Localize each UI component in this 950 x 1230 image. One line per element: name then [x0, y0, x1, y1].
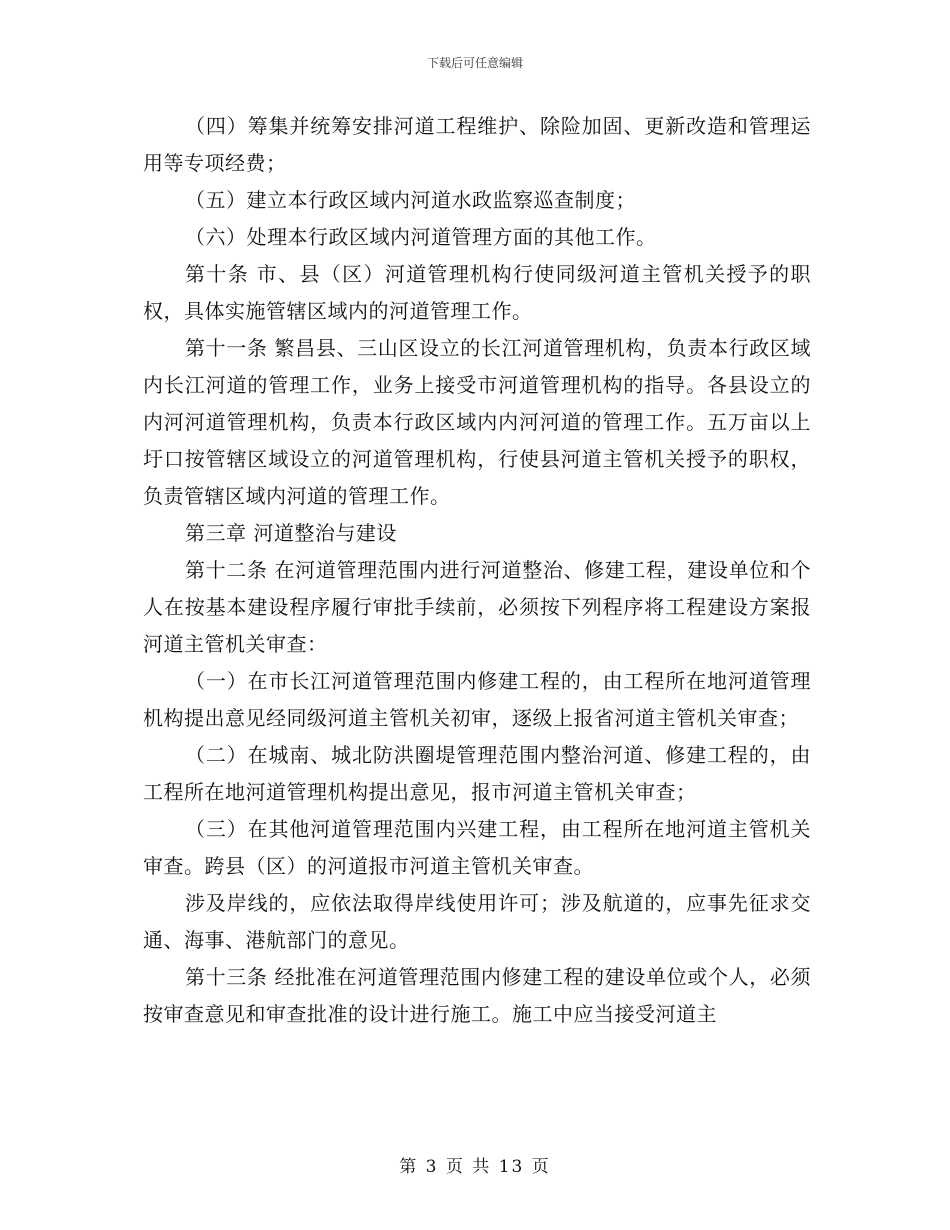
article-12-item-2: （二）在城南、城北防洪圈堤管理范围内整治河道、修建工程的，由工程所在地河道管理机构提出意见，报市河道主管机关审查； — [143, 743, 811, 804]
article-12-item-1: （一）在市长江河道管理范围内修建工程的，由工程所在地河道管理机构提出意见经同级河道主管机关初审，逐级上报省河道主管机关审查； — [143, 669, 811, 730]
paragraph-item-4: （四）筹集并统筹安排河道工程维护、除险加固、更新改造和管理运用等专项经费； — [143, 114, 811, 175]
paragraph-item-5: （五）建立本行政区域内河道水政监察巡查制度； — [185, 188, 636, 212]
shoreline-clause: 涉及岸线的，应依法取得岸线使用许可；涉及航道的，应事先征求交通、海事、港航部门的意见。 — [143, 891, 811, 952]
page-header: 下载后可任意编辑 — [426, 56, 523, 70]
article-13: 第十三条 经批准在河道管理范围内修建工程的建设单位或个人，必须按审查意见和审查批准的设计进行施工。施工中应当接受河道主 — [143, 965, 811, 1026]
article-11: 第十一条 繁昌县、三山区设立的长江河道管理机构，负责本行政区域内长江河道的管理工作，业务上接受市河道管理机构的指导。各县设立的内河河道管理机构，负责本行政区域内内河河道的管理工作。五万亩以上圩口按管辖区域设立的河道管理机构，行使县河道主管机关授予的职权，负责管辖区域内河道的管理工作。 — [143, 336, 811, 508]
paragraph-item-6: （六）处理本行政区域内河道管理方面的其他工作。 — [185, 225, 657, 249]
page-number-footer: 第 3 页 共 13 页 — [399, 1157, 551, 1177]
document-body — [143, 108, 811, 1033]
article-12-item-3: （三）在其他河道管理范围内兴建工程，由工程所在地河道主管机关审查。跨县（区）的河道报市河道主管机关审查。 — [143, 817, 811, 878]
article-12: 第十二条 在河道管理范围内进行河道整治、修建工程，建设单位和个人在按基本建设程序履行审批手续前，必须按下列程序将工程建设方案报河道主管机关审查： — [143, 558, 811, 656]
chapter-3-heading: 第三章 河道整治与建设 — [185, 521, 397, 545]
article-10: 第十条 市、县（区）河道管理机构行使同级河道主管机关授予的职权，具体实施管辖区域内的河道管理工作。 — [143, 262, 811, 323]
